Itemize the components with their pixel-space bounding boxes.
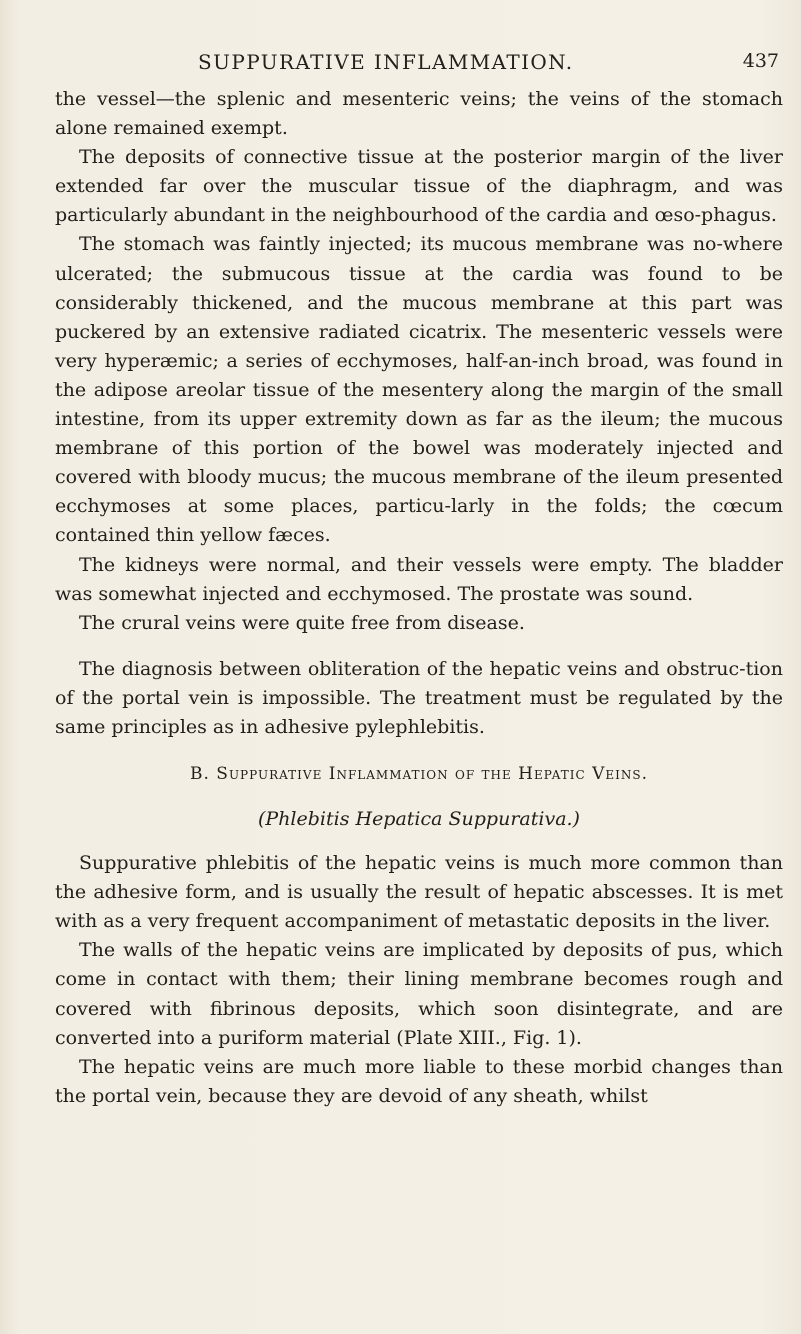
section-spacer [55,742,783,759]
paragraph-5: The crural veins were quite free from disease. [79,611,525,634]
paragraph-2: The deposits of connective tissue at the posterior margin of the liver extended far over the muscular tissue of the diaphragm, and was particularly abundant in the neighbourhood of the cardia and œso-phagus. [55,146,783,227]
page-header [55,50,787,80]
paragraph-3: The stomach was faintly injected; its mucous membrane was no-where ulcerated; the submucous tissue at the cardia was found to be considerably thickened, and the mucous membrane at this part was puckered by an extensive radiated cicatrix. The mesenteric vessels were very hyperæmic; a series of ecchymoses, half-an-inch broad, was found in the adipose areolar tissue of the mesentery along the margin of the small intestine, from its upper extremity down as far as the ileum; the mucous membrane of this portion of the bowel was moderately injected and covered with bloody mucus; the mucous membrane of the ileum presented ecchymoses at some places, particu-larly in the folds; the cœcum contained thin yellow fæces. [55,233,783,547]
heading-spacer [55,789,783,803]
paragraph-6: The diagnosis between obliteration of the hepatic veins and obstruc-tion of the portal vein is impossible. The treatment must be regulated by the same principles as in adhesive pylephlebitis. [55,657,783,738]
paragraph-7: Suppurative phlebitis of the hepatic veins is much more common than the adhesive form, and is usually the result of hepatic abscesses. It is met with as a very frequent accompaniment of metastatic deposits in the liver. [55,852,783,933]
subheading-spacer [55,835,783,849]
page-number: 437 [742,50,779,72]
paragraph-8: The walls of the hepatic veins are implicated by deposits of pus, which come in contact with them; their lining membrane becomes rough and covered with fibrinous deposits, which soon disintegrate, and are converted into a puriform material (Plate XIII., Fig. 1). [55,939,783,1049]
paragraph-9: The hepatic veins are much more liable to these morbid changes than the portal vein, because they are devoid of any sheath, whilst [55,1055,783,1107]
paragraph-spacer [55,638,783,655]
body-text [55,85,783,1111]
paragraph-4: The kidneys were normal, and their vessels were empty. The bladder was somewhat injected and ecchymosed. The prostate was sound. [55,553,783,605]
section-subheading: (Phlebitis Hepatica Suppurativa.) [258,808,580,831]
paragraph-1: the vessel—the splenic and mesenteric veins; the veins of the stomach alone remained exempt. [55,88,783,140]
running-title: SUPPURATIVE INFLAMMATION. [198,50,574,74]
section-heading: B. Suppurative Inflammation of the Hepatic Veins. [190,764,648,785]
